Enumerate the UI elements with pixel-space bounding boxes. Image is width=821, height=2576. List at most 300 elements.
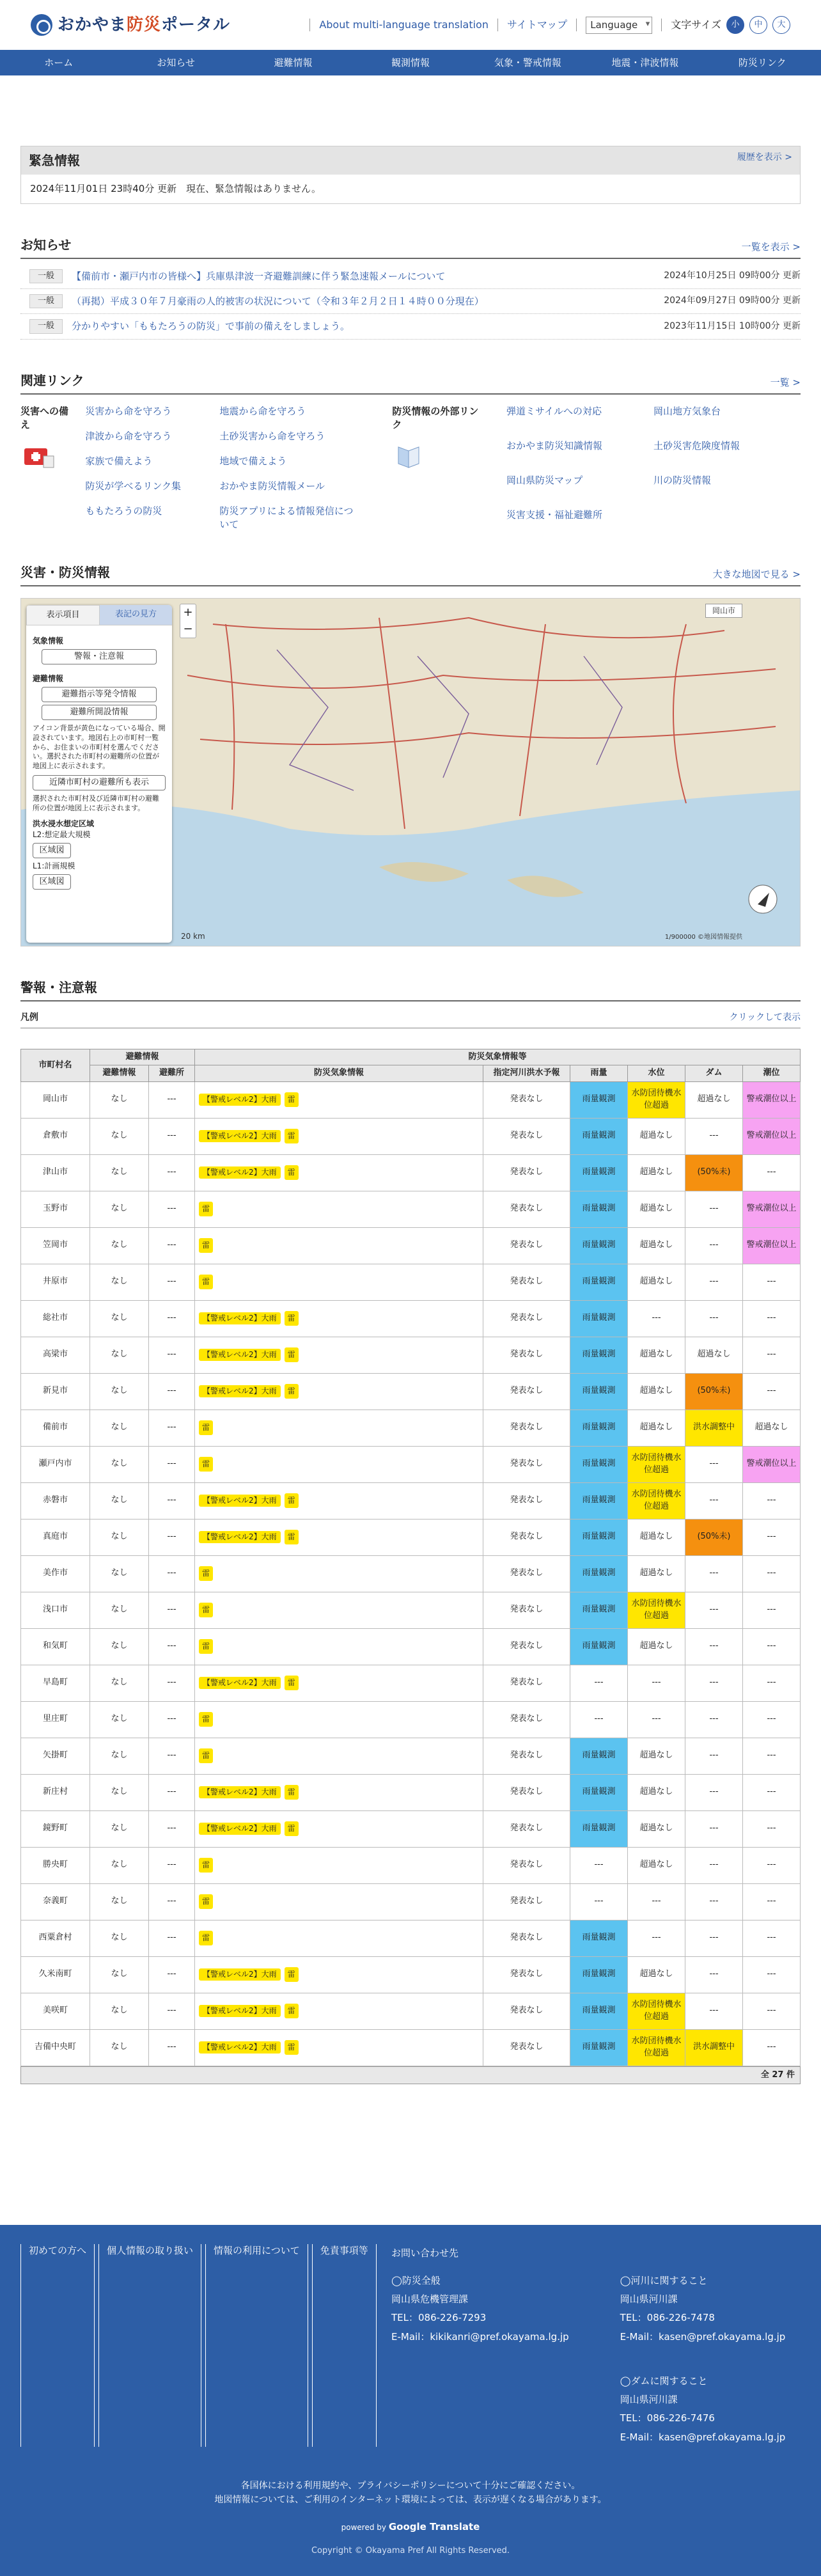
external-link[interactable]: 災害支援・福祉避難所 bbox=[506, 508, 603, 521]
thunder-chip[interactable]: 雷 bbox=[199, 1457, 213, 1472]
related-link[interactable]: 防災アプリによる情報発信について bbox=[219, 505, 354, 530]
thunder-chip[interactable]: 雷 bbox=[199, 1238, 213, 1253]
cell-shelter: --- bbox=[149, 1118, 195, 1154]
cell-water: 超過なし bbox=[628, 1227, 685, 1264]
cell-water: 超過なし bbox=[628, 1628, 685, 1665]
footer-note: 各国体における利用規約や、プライバシーポリシーについて十分にご確認ください。 地図情報については、ご利用のインターネット環境によっては、表示が遅くなる場合があります。 bbox=[214, 2480, 607, 2506]
links-title: 関連リンク bbox=[20, 372, 84, 388]
font-mid-button[interactable]: 中 bbox=[749, 16, 767, 34]
cell-city: 勝央町 bbox=[21, 1847, 90, 1883]
cell-weather bbox=[195, 1081, 483, 1118]
cell-city: 赤磐市 bbox=[21, 1482, 90, 1519]
cell-rain[interactable]: 雨量観測 bbox=[570, 2029, 628, 2066]
related-link[interactable]: 災害から命を守ろう bbox=[85, 405, 172, 417]
col-tide: 潮位 bbox=[743, 1065, 801, 1081]
cell-rain[interactable]: 雨量観測 bbox=[570, 1592, 628, 1628]
cell-tide: --- bbox=[743, 1519, 801, 1555]
cell-weather bbox=[195, 1519, 483, 1555]
cell-rain[interactable]: 雨量観測 bbox=[570, 1738, 628, 1774]
font-large-button[interactable]: 大 bbox=[772, 16, 790, 34]
warning-chip[interactable]: 【警戒レベル2】大雨 bbox=[199, 1349, 281, 1362]
col-shelter: 避難所 bbox=[149, 1065, 195, 1081]
map-large-link[interactable]: 大きな地図で見る > bbox=[712, 568, 801, 580]
cell-tide: --- bbox=[743, 1701, 801, 1738]
cell-city: 新庄村 bbox=[21, 1774, 90, 1810]
cell-river: 発表なし bbox=[483, 1300, 570, 1337]
cell-rain: --- bbox=[570, 1665, 628, 1701]
city-select[interactable]: 岡山市 bbox=[705, 604, 742, 618]
cell-rain[interactable]: 雨量観測 bbox=[570, 1956, 628, 1993]
thunder-chip[interactable]: 雷 bbox=[199, 1639, 213, 1654]
cell-shelter: --- bbox=[149, 1519, 195, 1555]
thunder-chip[interactable]: 雷 bbox=[285, 1129, 299, 1144]
cell-city: 玉野市 bbox=[21, 1191, 90, 1227]
warning-chip[interactable]: 【警戒レベル2】大雨 bbox=[199, 1130, 281, 1143]
cell-weather bbox=[195, 1373, 483, 1410]
table-row bbox=[21, 1446, 801, 1482]
cell-rain[interactable]: 雨量観測 bbox=[570, 1154, 628, 1191]
warning-chip[interactable]: 【警戒レベル2】大雨 bbox=[199, 2041, 281, 2054]
warnings-button[interactable]: 警報・注意報 bbox=[42, 649, 157, 664]
external-link[interactable]: 岡山県防災マップ bbox=[506, 474, 583, 486]
cell-dam: --- bbox=[685, 1118, 743, 1154]
warnings-title: 警報・注意報 bbox=[20, 979, 97, 995]
cell-tide: --- bbox=[743, 1883, 801, 1920]
warning-chip[interactable]: 【警戒レベル2】大雨 bbox=[199, 1166, 281, 1179]
related-link[interactable]: 地域で備えよう bbox=[219, 455, 287, 467]
thunder-chip[interactable]: 雷 bbox=[285, 1785, 299, 1800]
site-header bbox=[0, 0, 821, 50]
cell-dam: --- bbox=[685, 1446, 743, 1482]
thunder-chip[interactable]: 雷 bbox=[199, 1603, 213, 1618]
book-icon bbox=[392, 442, 426, 470]
cell-dam: --- bbox=[685, 1264, 743, 1300]
cell-rain[interactable]: 雨量観測 bbox=[570, 1774, 628, 1810]
cell-dam: --- bbox=[685, 1847, 743, 1883]
cell-river: 発表なし bbox=[483, 1154, 570, 1191]
cell-water: 超過なし bbox=[628, 1410, 685, 1446]
cell-city: 総社市 bbox=[21, 1300, 90, 1337]
cell-city: 鏡野町 bbox=[21, 1810, 90, 1847]
site-footer bbox=[0, 2225, 821, 2576]
table-row bbox=[21, 1081, 801, 1118]
cell-dam: --- bbox=[685, 1920, 743, 1956]
thunder-chip[interactable]: 雷 bbox=[285, 1092, 299, 1108]
multilang-link[interactable]: About multi-language translation bbox=[319, 18, 489, 31]
cell-evac: なし bbox=[90, 1810, 149, 1847]
cell-dam: --- bbox=[685, 1810, 743, 1847]
thunder-chip[interactable]: 雷 bbox=[285, 2004, 299, 2019]
cell-weather bbox=[195, 1227, 483, 1264]
cell-rain[interactable]: 雨量観測 bbox=[570, 1920, 628, 1956]
external-link[interactable]: 川の防災情報 bbox=[653, 474, 712, 486]
cell-evac: なし bbox=[90, 1154, 149, 1191]
cell-river: 発表なし bbox=[483, 1373, 570, 1410]
cell-rain[interactable]: 雨量観測 bbox=[570, 1118, 628, 1154]
cell-rain[interactable]: 雨量観測 bbox=[570, 1628, 628, 1665]
evac-heading: 避難情報 bbox=[33, 673, 64, 683]
cell-river: 発表なし bbox=[483, 1081, 570, 1118]
tab-legend[interactable]: 表記の見方 bbox=[100, 605, 172, 625]
cell-water: 超過なし bbox=[628, 1264, 685, 1300]
col-water: 水位 bbox=[628, 1065, 685, 1081]
cell-dam: --- bbox=[685, 1300, 743, 1337]
cell-rain[interactable]: 雨量観測 bbox=[570, 1337, 628, 1373]
cell-rain[interactable]: 雨量観測 bbox=[570, 1191, 628, 1227]
table-row bbox=[21, 2029, 801, 2066]
cell-evac: なし bbox=[90, 1993, 149, 2029]
warning-chip[interactable]: 【警戒レベル2】大雨 bbox=[199, 1786, 281, 1799]
cell-water[interactable]: 水防団待機水位超過 bbox=[628, 1993, 685, 2029]
cell-tide: --- bbox=[743, 2029, 801, 2066]
legend-label: 凡例 bbox=[20, 1012, 38, 1023]
cell-tide[interactable]: 警戒潮位以上 bbox=[743, 1118, 801, 1154]
cell-tide[interactable]: 警戒潮位以上 bbox=[743, 1191, 801, 1227]
nav-news[interactable]: お知らせ bbox=[157, 57, 195, 68]
cell-water[interactable]: 水防団待機水位超過 bbox=[628, 1081, 685, 1118]
nav-observation[interactable]: 観測情報 bbox=[391, 57, 430, 68]
emergency-box bbox=[20, 146, 801, 204]
emergency-history-link[interactable]: 履歴を表示 > bbox=[737, 152, 792, 162]
evac-order-button[interactable]: 避難指示等発令情報 bbox=[42, 687, 157, 702]
related-link[interactable]: 地震から命を守ろう bbox=[219, 405, 306, 417]
cell-shelter: --- bbox=[149, 1191, 195, 1227]
footer-link-disclaimer[interactable]: 免責事項等 bbox=[312, 2244, 377, 2447]
cell-shelter: --- bbox=[149, 1482, 195, 1519]
nav-home[interactable]: ホーム bbox=[44, 57, 74, 68]
sitemap-link[interactable]: サイトマップ bbox=[506, 18, 568, 31]
col-weather: 防災気象情報 bbox=[195, 1065, 483, 1081]
cell-water: 超過なし bbox=[628, 1373, 685, 1410]
cell-weather bbox=[195, 1482, 483, 1519]
cell-dam: --- bbox=[685, 1555, 743, 1592]
external-link[interactable]: 土砂災害危険度情報 bbox=[653, 439, 740, 452]
cell-river: 発表なし bbox=[483, 1956, 570, 1993]
table-row bbox=[21, 1410, 801, 1446]
cell-evac: なし bbox=[90, 1519, 149, 1555]
cell-water: 超過なし bbox=[628, 1738, 685, 1774]
global-nav bbox=[0, 50, 821, 75]
cell-water: 超過なし bbox=[628, 1810, 685, 1847]
zoom-in-button[interactable]: + bbox=[183, 605, 193, 619]
prep-heading: 災害への備え bbox=[20, 405, 69, 430]
header-nav bbox=[301, 16, 790, 34]
nav-weather[interactable]: 気象・警戒情報 bbox=[494, 57, 561, 68]
related-link[interactable]: 津波から命を守ろう bbox=[85, 430, 172, 442]
cell-rain[interactable]: 雨量観測 bbox=[570, 1264, 628, 1300]
news-link[interactable]: 【備前市・瀬戸内市の皆様へ】兵庫県津波一斉避難訓練に伴う緊急速報メールについて bbox=[72, 270, 446, 282]
cell-weather bbox=[195, 2029, 483, 2066]
cell-shelter: --- bbox=[149, 1592, 195, 1628]
hazard-map[interactable] bbox=[20, 598, 801, 946]
cell-water: 超過なし bbox=[628, 1519, 685, 1555]
news-link[interactable]: （再掲）平成３０年７月豪雨の人的被害の状況について（令和３年２月２日１４時００分現在） bbox=[72, 295, 484, 307]
cell-shelter: --- bbox=[149, 1628, 195, 1665]
site-logo[interactable] bbox=[31, 13, 230, 36]
cell-tide: --- bbox=[743, 1482, 801, 1519]
first-aid-kit-icon bbox=[20, 442, 55, 470]
cell-city: 笠岡市 bbox=[21, 1227, 90, 1264]
warning-chip[interactable]: 【警戒レベル2】大雨 bbox=[199, 1968, 281, 1981]
cell-city: 吉備中央町 bbox=[21, 2029, 90, 2066]
map-title: 災害・防災情報 bbox=[20, 564, 110, 580]
cell-tide[interactable]: 警戒潮位以上 bbox=[743, 1227, 801, 1264]
cell-river: 発表なし bbox=[483, 1519, 570, 1555]
related-link[interactable]: おかやま防災情報メール bbox=[219, 480, 325, 492]
table-row bbox=[21, 1738, 801, 1774]
cell-shelter: --- bbox=[149, 1956, 195, 1993]
cell-dam: --- bbox=[685, 1592, 743, 1628]
emergency-text: 2024年11月01日 23時40分 更新 現在、緊急情報はありません。 bbox=[30, 183, 321, 194]
cell-evac: なし bbox=[90, 1738, 149, 1774]
cell-weather bbox=[195, 1300, 483, 1337]
cell-river: 発表なし bbox=[483, 1264, 570, 1300]
warning-chip[interactable]: 【警戒レベル2】大雨 bbox=[199, 1094, 281, 1106]
cell-dam: --- bbox=[685, 1191, 743, 1227]
cell-river: 発表なし bbox=[483, 1227, 570, 1264]
cell-dam[interactable]: 洪水調整中 bbox=[685, 1410, 743, 1446]
external-link[interactable]: おかやま防災知識情報 bbox=[506, 439, 603, 452]
footer-link-first[interactable]: 初めての方へ bbox=[20, 2244, 95, 2447]
thunder-chip[interactable]: 雷 bbox=[199, 1748, 213, 1764]
table-row bbox=[21, 1810, 801, 1847]
cell-dam[interactable]: (50%未) bbox=[685, 1373, 743, 1410]
font-small-button[interactable]: 小 bbox=[726, 16, 744, 34]
cell-evac: なし bbox=[90, 1081, 149, 1118]
thunder-chip[interactable]: 雷 bbox=[199, 1275, 213, 1290]
warning-chip[interactable]: 【警戒レベル2】大雨 bbox=[199, 1823, 281, 1835]
nav-earthquake[interactable]: 地震・津波情報 bbox=[611, 57, 679, 68]
cell-shelter: --- bbox=[149, 1847, 195, 1883]
cell-river: 発表なし bbox=[483, 1410, 570, 1446]
cell-water: 超過なし bbox=[628, 1154, 685, 1191]
footer-link-usage[interactable]: 情報の利用について bbox=[205, 2244, 308, 2447]
warning-chip[interactable]: 【警戒レベル2】大雨 bbox=[199, 1385, 281, 1398]
warning-chip[interactable]: 【警戒レベル2】大雨 bbox=[199, 1495, 281, 1507]
cell-city: 岡山市 bbox=[21, 1081, 90, 1118]
cell-evac: なし bbox=[90, 1665, 149, 1701]
cell-city: 津山市 bbox=[21, 1154, 90, 1191]
thunder-chip[interactable]: 雷 bbox=[199, 1894, 213, 1910]
related-link[interactable]: ももたろうの防災 bbox=[85, 505, 162, 517]
table-row bbox=[21, 1920, 801, 1956]
footer-links bbox=[20, 2244, 380, 2447]
cell-weather bbox=[195, 1810, 483, 1847]
cell-water[interactable]: 水防団待機水位超過 bbox=[628, 1592, 685, 1628]
cell-water: --- bbox=[628, 1701, 685, 1738]
related-links bbox=[20, 405, 801, 531]
language-select[interactable]: Language ▾ bbox=[586, 17, 652, 34]
cell-weather bbox=[195, 1774, 483, 1810]
cell-city: 高梁市 bbox=[21, 1337, 90, 1373]
thunder-chip[interactable]: 雷 bbox=[199, 1202, 213, 1217]
news-more-link[interactable]: 一覧を表示 > bbox=[741, 241, 801, 253]
cell-water[interactable]: 水防団待機水位超過 bbox=[628, 1482, 685, 1519]
cell-city: 久米南町 bbox=[21, 1956, 90, 1993]
news-item bbox=[20, 314, 801, 339]
cell-city: 真庭市 bbox=[21, 1519, 90, 1555]
cell-rain[interactable]: 雨量観測 bbox=[570, 1810, 628, 1847]
news-link[interactable]: 分かりやすい「ももたろうの防災」で事前の備えをしましょう。 bbox=[72, 320, 350, 332]
table-row bbox=[21, 1373, 801, 1410]
thunder-chip[interactable]: 雷 bbox=[285, 2040, 299, 2055]
cell-tide[interactable]: 警戒潮位以上 bbox=[743, 1446, 801, 1482]
warning-chip[interactable]: 【警戒レベル2】大雨 bbox=[199, 1312, 281, 1325]
cell-dam[interactable]: 洪水調整中 bbox=[685, 2029, 743, 2066]
cell-city: 和気町 bbox=[21, 1628, 90, 1665]
cell-river: 発表なし bbox=[483, 1118, 570, 1154]
cell-dam: --- bbox=[685, 1628, 743, 1665]
legend-show-link[interactable]: クリックして表示 bbox=[729, 1012, 801, 1023]
cell-rain[interactable]: 雨量観測 bbox=[570, 1081, 628, 1118]
cell-dam: --- bbox=[685, 1227, 743, 1264]
news-badge: 一般 bbox=[29, 294, 63, 308]
shelter-open-button[interactable]: 避難所開設情報 bbox=[42, 705, 157, 720]
copyright: Copyright © Okayama Pref All Rights Reserved. bbox=[311, 2545, 510, 2556]
cell-rain[interactable]: 雨量観測 bbox=[570, 1555, 628, 1592]
cell-river: 発表なし bbox=[483, 1847, 570, 1883]
cell-weather bbox=[195, 1592, 483, 1628]
shelter-note: アイコン背景が黄色になっている場合、開設されています。地図右上の市町村一覧から、お住まいの市町村を選んでください。選択された市町村の避難所の位置が地図上に表示されます。 bbox=[33, 723, 166, 771]
cell-weather bbox=[195, 1264, 483, 1300]
cell-tide: --- bbox=[743, 1774, 801, 1810]
related-link[interactable]: 土砂災害から命を守ろう bbox=[219, 430, 325, 442]
flood-heading: 洪水浸水想定区域 bbox=[33, 819, 95, 828]
table-row bbox=[21, 1665, 801, 1701]
table-row bbox=[21, 1519, 801, 1555]
cell-evac: なし bbox=[90, 2029, 149, 2066]
cell-river: 発表なし bbox=[483, 1446, 570, 1482]
cell-weather bbox=[195, 1701, 483, 1738]
thunder-chip[interactable]: 雷 bbox=[199, 1858, 213, 1873]
news-item bbox=[20, 289, 801, 314]
cell-evac: なし bbox=[90, 1883, 149, 1920]
links-more-link[interactable]: 一覧 > bbox=[770, 376, 801, 388]
cell-rain[interactable]: 雨量観測 bbox=[570, 1373, 628, 1410]
cell-tide: --- bbox=[743, 1300, 801, 1337]
news-header bbox=[20, 236, 801, 259]
table-row bbox=[21, 1482, 801, 1519]
cell-water: 超過なし bbox=[628, 1191, 685, 1227]
col-city: 市町村名 bbox=[21, 1049, 90, 1081]
cell-city: 矢掛町 bbox=[21, 1738, 90, 1774]
cell-shelter: --- bbox=[149, 1774, 195, 1810]
thunder-chip[interactable]: 雷 bbox=[285, 1530, 299, 1545]
cell-water: --- bbox=[628, 1920, 685, 1956]
nearby-shelters-button[interactable]: 近隣市町村の避難所も表示 bbox=[33, 775, 166, 790]
news-item bbox=[20, 264, 801, 289]
warnings-header bbox=[20, 978, 801, 1001]
cell-weather bbox=[195, 1628, 483, 1665]
cell-tide[interactable]: 警戒潮位以上 bbox=[743, 1081, 801, 1118]
thunder-chip[interactable]: 雷 bbox=[199, 1931, 213, 1946]
cell-rain[interactable]: 雨量観測 bbox=[570, 1446, 628, 1482]
cell-river: 発表なし bbox=[483, 1628, 570, 1665]
table-row bbox=[21, 1337, 801, 1373]
cell-tide: --- bbox=[743, 1920, 801, 1956]
thunder-chip[interactable]: 雷 bbox=[199, 1566, 213, 1582]
cell-city: 里庄町 bbox=[21, 1701, 90, 1738]
thunder-chip[interactable]: 雷 bbox=[199, 1712, 213, 1727]
related-link[interactable]: 防災が学べるリンク集 bbox=[85, 480, 182, 492]
cell-tide: --- bbox=[743, 1847, 801, 1883]
google-translate-credit[interactable]: powered by Google Translate bbox=[341, 2520, 480, 2533]
cell-water: --- bbox=[628, 1300, 685, 1337]
cell-dam: --- bbox=[685, 1883, 743, 1920]
l1-area-button[interactable]: 区域図 bbox=[33, 874, 71, 890]
thunder-chip[interactable]: 雷 bbox=[285, 1311, 299, 1326]
table-row bbox=[21, 1227, 801, 1264]
contact-general: ◯防災全般 岡山県危機管理課 TEL：086-226-7293 E-Mail：kikikanri@pref.okayama.lg.jp bbox=[391, 2274, 569, 2343]
cell-rain[interactable]: 雨量観測 bbox=[570, 1300, 628, 1337]
thunder-chip[interactable]: 雷 bbox=[285, 1493, 299, 1509]
warnings-table bbox=[20, 1049, 801, 2066]
table-total: 全 27 件 bbox=[20, 2066, 801, 2084]
cell-dam[interactable]: (50%未) bbox=[685, 1154, 743, 1191]
cell-city: 西粟倉村 bbox=[21, 1920, 90, 1956]
cell-tide: --- bbox=[743, 1592, 801, 1628]
cell-rain: --- bbox=[570, 1883, 628, 1920]
nav-evacuation[interactable]: 避難情報 bbox=[274, 57, 313, 68]
cell-rain[interactable]: 雨量観測 bbox=[570, 1227, 628, 1264]
cell-river: 発表なし bbox=[483, 1592, 570, 1628]
thunder-chip[interactable]: 雷 bbox=[285, 1676, 299, 1691]
map-attribution: 1/900000 ©地図情報提供 bbox=[664, 933, 742, 941]
cell-evac: なし bbox=[90, 1410, 149, 1446]
cell-rain[interactable]: 雨量観測 bbox=[570, 1410, 628, 1446]
cell-evac: なし bbox=[90, 1482, 149, 1519]
cell-water[interactable]: 水防団待機水位超過 bbox=[628, 1446, 685, 1482]
tab-display-items[interactable]: 表示項目 bbox=[26, 605, 100, 625]
table-row bbox=[21, 1264, 801, 1300]
cell-tide: --- bbox=[743, 1373, 801, 1410]
cell-dam: --- bbox=[685, 1956, 743, 1993]
thunder-chip[interactable]: 雷 bbox=[285, 1821, 299, 1837]
nav-links[interactable]: 防災リンク bbox=[738, 57, 786, 68]
cell-dam[interactable]: (50%未) bbox=[685, 1519, 743, 1555]
warning-chip[interactable]: 【警戒レベル2】大雨 bbox=[199, 2005, 281, 2018]
cell-dam: --- bbox=[685, 1665, 743, 1701]
zoom-out-button[interactable]: − bbox=[183, 622, 193, 636]
map-header bbox=[20, 563, 801, 586]
cell-rain[interactable]: 雨量観測 bbox=[570, 1482, 628, 1519]
warning-chip[interactable]: 【警戒レベル2】大雨 bbox=[199, 1531, 281, 1544]
thunder-chip[interactable]: 雷 bbox=[285, 1347, 299, 1363]
cell-shelter: --- bbox=[149, 1555, 195, 1592]
thunder-chip[interactable]: 雷 bbox=[285, 1165, 299, 1181]
cell-rain[interactable]: 雨量観測 bbox=[570, 1519, 628, 1555]
thunder-chip[interactable]: 雷 bbox=[285, 1967, 299, 1983]
thunder-chip[interactable]: 雷 bbox=[285, 1384, 299, 1399]
cell-dam: 超過なし bbox=[685, 1081, 743, 1118]
related-link[interactable]: 家族で備えよう bbox=[85, 455, 153, 467]
l2-area-button[interactable]: 区域図 bbox=[33, 843, 71, 858]
cell-weather bbox=[195, 1920, 483, 1956]
external-link[interactable]: 弾道ミサイルへの対応 bbox=[506, 405, 602, 417]
cell-evac: なし bbox=[90, 1774, 149, 1810]
cell-weather bbox=[195, 1446, 483, 1482]
table-row bbox=[21, 1774, 801, 1810]
cell-city: 浅口市 bbox=[21, 1592, 90, 1628]
cell-tide: --- bbox=[743, 1810, 801, 1847]
thunder-chip[interactable]: 雷 bbox=[199, 1420, 213, 1436]
external-link[interactable]: 岡山地方気象台 bbox=[653, 405, 721, 417]
cell-rain[interactable]: 雨量観測 bbox=[570, 1993, 628, 2029]
cell-weather bbox=[195, 1191, 483, 1227]
footer-link-privacy[interactable]: 個人情報の取り扱い bbox=[98, 2244, 201, 2447]
cell-water[interactable]: 水防団待機水位超過 bbox=[628, 2029, 685, 2066]
warning-chip[interactable]: 【警戒レベル2】大雨 bbox=[199, 1677, 281, 1690]
